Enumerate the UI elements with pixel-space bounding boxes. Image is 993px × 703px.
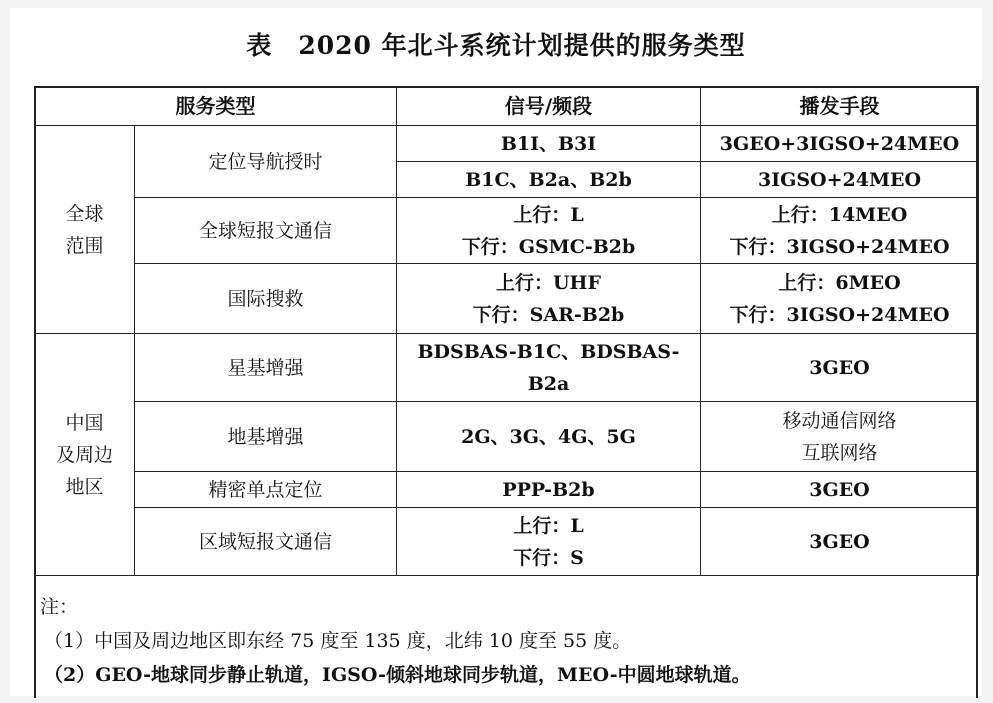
signal-pnt-1: B1I、B3I	[397, 126, 701, 162]
document-page	[10, 8, 982, 696]
service-sbas: 星基增强	[135, 334, 397, 402]
service-regional-short-message: 区域短报文通信	[135, 508, 397, 576]
scope-regional-line1: 中国	[65, 411, 104, 434]
table-title: 表 2020 年北斗系统计划提供的服务类型	[246, 31, 746, 60]
medium-gbas-line2: 互联网络	[801, 441, 878, 464]
signal-ppp: PPP-B2b	[397, 472, 701, 508]
signal-downlink: 下行：SAR-B2b	[472, 303, 625, 326]
notes-label: 注：	[40, 596, 79, 618]
signal-uplink: 上行：L	[513, 203, 584, 226]
medium-uplink: 上行：14MEO	[771, 203, 908, 226]
header-broadcast-means: 播发手段	[701, 87, 979, 126]
medium-downlink: 下行：3IGSO+24MEO	[729, 303, 950, 326]
scope-global-line1: 全球	[65, 202, 104, 225]
signal-sbas-line1: BDSBAS-B1C、BDSBAS-	[417, 340, 680, 363]
header-service-type: 服务类型	[35, 87, 397, 126]
medium-pnt-1: 3GEO+3IGSO+24MEO	[701, 126, 979, 162]
note-1: （1）中国及周边地区即东经 75 度至 135 度，北纬 10 度至 55 度。	[44, 630, 632, 652]
service-gbas: 地基增强	[135, 402, 397, 472]
signal-downlink: 下行：S	[513, 546, 584, 569]
medium-gbas-line1: 移动通信网络	[782, 409, 897, 432]
medium-ppp: 3GEO	[701, 472, 979, 508]
service-search-rescue: 国际搜救	[135, 264, 397, 334]
notes-section	[40, 590, 970, 692]
medium-uplink: 上行：6MEO	[778, 271, 901, 294]
medium-regional-short-message: 3GEO	[701, 508, 979, 576]
signal-sbas-line2: B2a	[527, 372, 570, 395]
signal-gbas: 2G、3G、4G、5G	[397, 402, 701, 472]
scope-regional-line3: 地区	[65, 475, 104, 498]
signal-pnt-2: B1C、B2a、B2b	[397, 162, 701, 198]
signal-downlink: 下行：GSMC-B2b	[461, 235, 636, 258]
service-global-short-message: 全球短报文通信	[135, 198, 397, 264]
scope-regional-line2: 及周边	[55, 443, 113, 466]
medium-pnt-2: 3IGSO+24MEO	[701, 162, 979, 198]
scope-global-line2: 范围	[65, 234, 104, 257]
service-ppp: 精密单点定位	[135, 472, 397, 508]
signal-uplink: 上行：L	[513, 514, 584, 537]
medium-sbas: 3GEO	[701, 334, 979, 402]
header-signal-band: 信号/频段	[397, 87, 701, 126]
service-pnt: 定位导航授时	[135, 126, 397, 198]
medium-downlink: 下行：3IGSO+24MEO	[729, 235, 950, 258]
signal-uplink: 上行：UHF	[495, 271, 601, 294]
note-2: （2）GEO-地球同步静止轨道，IGSO-倾斜地球同步轨道，MEO-中圆地球轨道。	[44, 664, 751, 686]
